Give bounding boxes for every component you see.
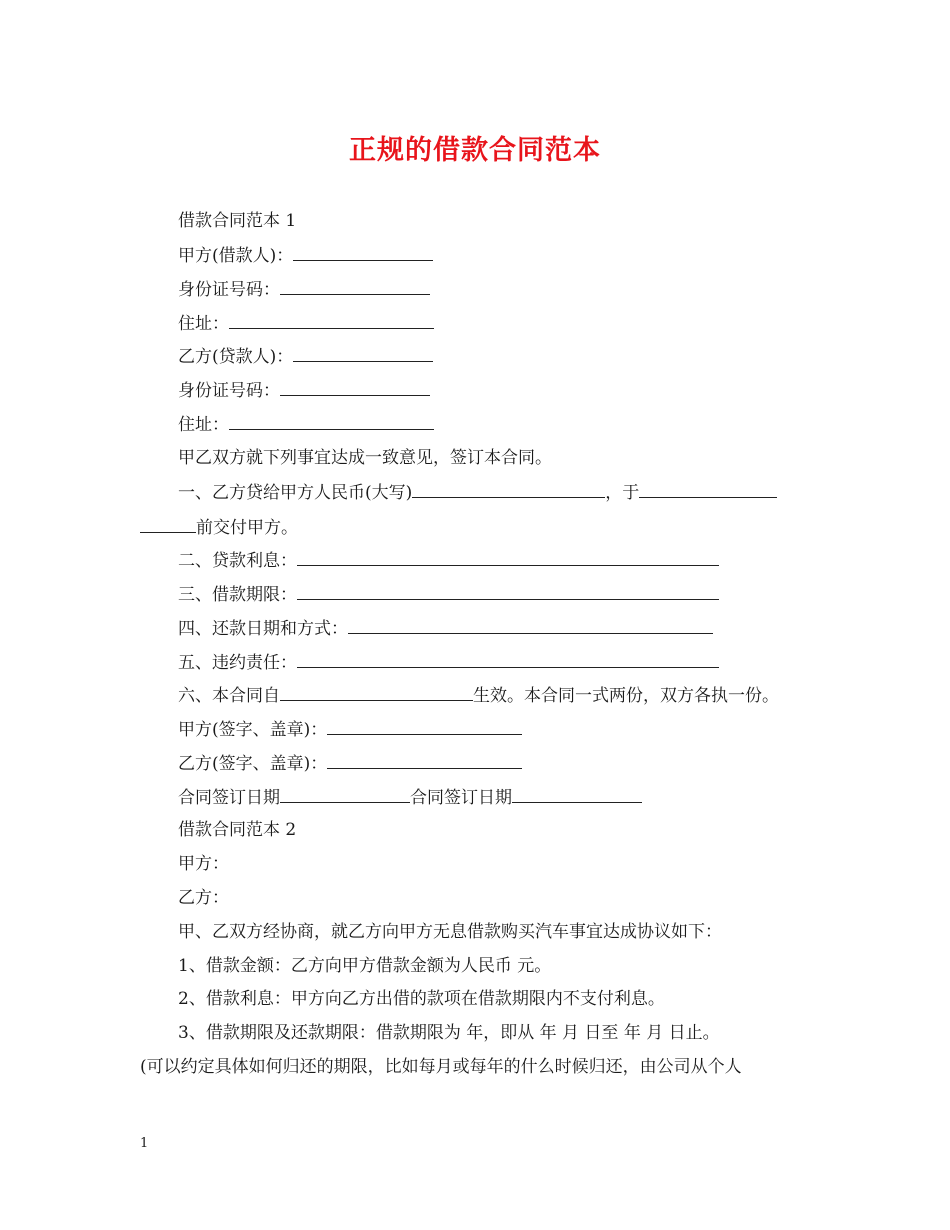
clause-1-line (178, 481, 777, 504)
party-b-lender-line (178, 345, 433, 368)
clause-text: 前交付甲方。 (196, 518, 298, 538)
blank-field (297, 583, 719, 600)
blank-field (512, 786, 642, 803)
signing-date-line (178, 786, 642, 809)
field-label: 甲方(签字、盖章)： (178, 720, 328, 740)
clause-text: 六、本合同自 (178, 686, 280, 706)
agreement-intro (178, 447, 552, 469)
field-label: 住址： (178, 415, 229, 435)
clause-6-line (178, 684, 779, 707)
blank-field (412, 481, 605, 498)
section-heading-1 (178, 210, 296, 232)
clause-interest (178, 988, 665, 1010)
party-a-borrower-line (178, 244, 433, 267)
blank-field (229, 312, 434, 329)
section-heading-text: 借款合同范本 1 (178, 211, 297, 231)
paragraph-text: 甲、乙双方经协商，就乙方向甲方无息借款购买汽车事宜达成协议如下： (178, 922, 722, 942)
clause-text: 五、违约责任： (178, 653, 297, 673)
field-label: 乙方(签字、盖章)： (178, 754, 328, 774)
section-heading-2 (178, 819, 296, 841)
clause-text: (可以约定具体如何归还的期限，比如每月或每年的什么时候归还，由公司从个人 (140, 1057, 742, 1077)
party-a-address-line (178, 312, 434, 335)
blank-field (327, 718, 522, 735)
clause-amount (178, 955, 551, 977)
blank-field (280, 684, 473, 701)
party-a-id-line (178, 278, 430, 301)
clause-5-line (178, 651, 719, 674)
blank-field (348, 617, 713, 634)
clause-text: 一、乙方贷给甲方人民币(大写) (178, 483, 413, 503)
blank-field (297, 549, 719, 566)
field-label: 合同签订日期 (178, 788, 280, 808)
clause-term (178, 1022, 720, 1044)
field-label: 甲方(借款人)： (178, 246, 294, 266)
party-b-line (178, 887, 229, 909)
agreement-intro-2 (178, 921, 722, 943)
clause-2-line (178, 549, 719, 572)
blank-field (280, 786, 410, 803)
blank-field (297, 651, 719, 668)
clause-text: 四、还款日期和方式： (178, 619, 348, 639)
party-b-address-line (178, 413, 434, 436)
party-b-signature-line (178, 752, 522, 775)
blank-field (293, 244, 433, 261)
blank-field (140, 516, 196, 533)
party-a-signature-line (178, 718, 522, 741)
clause-4-line (178, 617, 713, 640)
field-label: 合同签订日期 (410, 788, 512, 808)
paragraph-text: 甲乙双方就下列事宜达成一致意见，签订本合同。 (178, 448, 552, 468)
field-label: 乙方(贷款人)： (178, 347, 294, 367)
clause-term-continuation (140, 1056, 742, 1078)
party-a-line (178, 853, 229, 875)
blank-field (639, 481, 777, 498)
clause-text: 3、借款期限及还款期限：借款期限为 年，即从 年 月 日至 年 月 日止。 (178, 1023, 720, 1043)
field-label: 身份证号码： (178, 381, 280, 401)
document-title: 正规的借款合同范本 (349, 135, 601, 166)
page-number: 1 (140, 1136, 149, 1151)
clause-text: 三、借款期限： (178, 585, 297, 605)
clause-text: ，于 (605, 483, 640, 503)
clause-3-line (178, 583, 719, 606)
field-label: 乙方： (178, 888, 229, 908)
clause-text: 生效。本合同一式两份，双方各执一份。 (473, 686, 779, 706)
party-b-id-line (178, 379, 430, 402)
blank-field (293, 345, 433, 362)
field-label: 甲方： (178, 854, 229, 874)
blank-field (229, 413, 434, 430)
field-label: 住址： (178, 314, 229, 334)
blank-field (280, 379, 430, 396)
field-label: 身份证号码： (178, 280, 280, 300)
clause-text: 1、借款金额：乙方向甲方借款金额为人民币 元。 (178, 956, 552, 976)
section-heading-text: 借款合同范本 2 (178, 820, 297, 840)
clause-text: 2、借款利息：甲方向乙方出借的款项在借款期限内不支付利息。 (178, 989, 665, 1009)
clause-1-continuation (140, 516, 298, 539)
blank-field (327, 752, 522, 769)
clause-text: 二、贷款利息： (178, 551, 297, 571)
blank-field (280, 278, 430, 295)
